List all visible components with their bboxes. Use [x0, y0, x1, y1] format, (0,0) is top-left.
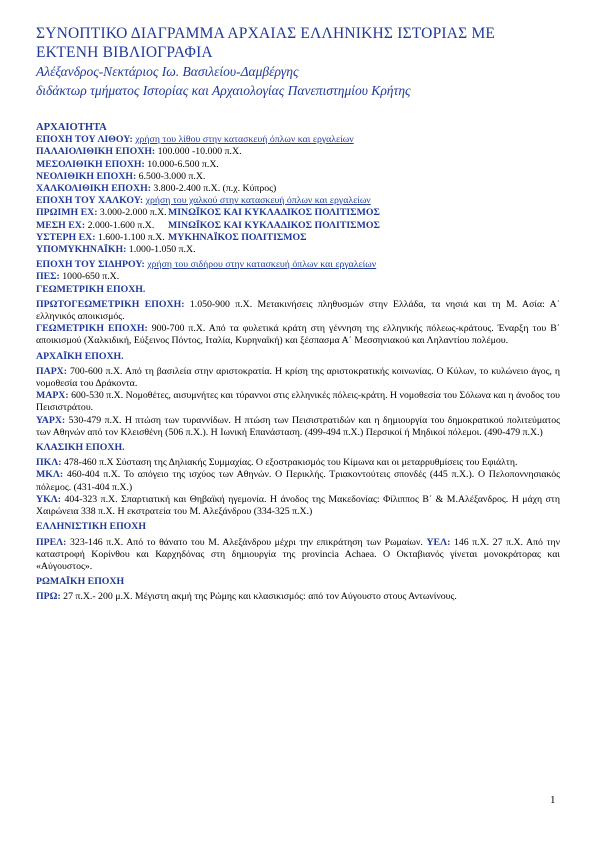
submycenaean-line: ΥΠΟΜΥΚΗΝΑΪΚΗ: 1.000-1.050 π.Χ.: [36, 244, 196, 256]
roman-paragraph: ΠΡΩ: 27 π.Χ.- 200 μ.Χ. Μέγιστη ακμή της Ρώμης και κλασικισμός: από τον Αύγουστο στους Αντωνίνους.: [36, 591, 457, 603]
author-block: [36, 62, 560, 100]
pkl-paragraph: ΠΚΛ: 478-460 π.Χ Σύσταση της Δηλιακής Συμμαχίας. Ο εξοστρακισμός του Κίμωνα και οι μεταρρυθμίσεις του Εφιάλτη.: [36, 457, 518, 469]
section-heading-antiquity: ΑΡΧΑΙΟΤΗΤΑ: [36, 122, 107, 133]
section-heading-hellenistic: ΕΛΛΗΝΙΣΤΙΚΗ ΕΠΟΧΗ: [36, 521, 146, 533]
late-bronze-line: ΥΣΤΕΡΗ ΕΧ: 1.600-1.100 π.Χ. ΜΥΚΗΝΑΪΚΟΣ ΠΟΛΙΤΙΣΜΟΣ: [36, 231, 307, 243]
chalcolithic-line: ΧΑΛΚΟΛΙΘΙΚΗ ΕΠΟΧΗ: 3.800-2.400 π.Χ. (π.χ. Κύπρος): [36, 183, 277, 195]
section-heading-classical: ΚΛΑΣΙΚΗ ΕΠΟΧΗ.: [36, 442, 125, 454]
mkl-paragraph: ΜΚΛ: 460-404 π.Χ. Το απόγειο της ισχύος των Αθηνών. Ο Περικλής. Τριακοντούτεις σπονδές (445 π.Χ.). Ο Πελοποννησιακός πόλεμος. (431-404 π.Χ.): [36, 469, 560, 493]
paleolithic-line: ΠΑΛΑΙΟΛΙΘΙΚΗ ΕΠΟΧΗ: 100.000 -10.000 π.Χ.: [36, 146, 242, 158]
hellenistic-paragraph: ΠΡΕΛ: 323-146 π.Χ. Από το θάνατο του Μ. Αλεξάνδρου μέχρι την επικράτηση των Ρωμαίων. ΥΕΛ: 146 π.Χ. 27 π.Χ. Από την καταστροφή Κορίνθου και Καρχηδόνας στη δημιουργία της provincia Achaea. Ο Οκταβιανός γίνεται μονοκράτορας και «Αύγουστος».: [36, 536, 561, 572]
protogeometric-paragraph: ΠΡΩΤΟΓΕΩΜΕΤΡΙΚΗ ΕΠΟΧΗ: 1.050-900 π.Χ. Μετακινήσεις πληθυσμών στην Ελλάδα, τα νησιά και τη Μ. Ασία: Α΄ ελληνικός αποικισμός.: [36, 298, 561, 323]
section-heading-archaic: ΑΡΧΑΪΚΗ ΕΠΟΧΗ.: [36, 350, 124, 362]
neolithic-line: ΝΕΟΛΙΘΙΚΗ ΕΠΟΧΗ: 6.500-3.000 π.Χ.: [36, 170, 206, 182]
geometric-paragraph: ΓΕΩΜΕΤΡΙΚΗ ΕΠΟΧΗ: 900-700 π.Χ. Από τα φυλετικά κράτη στη γέννηση της ελληνικής πόλεως-κράτους. Έναρξη του Β΄ αποικισμού (Χαλκιδική, Εύξεινος Πόντος, Ιταλία, Κυρηναϊκή) και ξέσπασμα Α΄ Μεσσηνιακού και Ληλαντίου πολέμου.: [36, 323, 560, 347]
author-name: Αλέξανδρος-Νεκτάριος Ιω. Βασιλείου-Δαμβέργης: [36, 64, 299, 79]
pes-line: ΠΕΣ: 1000-650 π.Χ.: [36, 271, 120, 283]
march-paragraph: ΜΑΡΧ: 600-530 π.Χ. Νομοθέτες, αισυμνήτες και τύραννοι στις ελληνικές πόλεις-κράτη. Η νομοθεσία του Σόλωνα και η άνοδος του Πεισιστράτου.: [36, 390, 560, 414]
stone-age-desc: χρήση του λίθου στην κατασκευή όπλων και εργαλείων: [135, 134, 354, 146]
iron-age-line: ΕΠΟΧΗ ΤΟΥ ΣΙΔΗΡΟΥ: χρήση του σιδήρου στην κατασκευή όπλων και εργαλείων: [36, 259, 377, 271]
document-body: [36, 118, 560, 604]
bronze-age-line: ΕΠΟΧΗ ΤΟΥ ΧΑΛΚΟΥ: χρήση του χαλκού στην κατασκευή όπλων και εργαλείων: [36, 195, 371, 207]
ykl-paragraph: ΥΚΛ: 404-323 π.Χ. Σπαρτιατική και Θηβαϊκή ηγεμονία. Η άνοδος της Μακεδονίας: Φίλιππος Β΄ & Μ.Αλέξανδρος. Η μάχη στη Χαιρώνεια 338 π.Χ. Η εκστρατεία του Μ. Αλεξάνδρου (334-325 π.Χ.): [36, 493, 560, 518]
document-title: ΣΥΝΟΠΤΙΚΟ ΔΙΑΓΡΑΜΜΑ ΑΡΧΑΙΑΣ ΕΛΛΗΝΙΚΗΣ ΙΣΤΟΡΙΑΣ ΜΕ ΕΚΤΕΝΗ ΒΙΒΛΙΟΓΡΑΦΙΑ: [36, 25, 496, 61]
yarch-paragraph: ΥΑΡΧ: 530-479 π.Χ. Η πτώση των τυραννίδων. Η πτώση των Πεισιστρατιδών και η δημιουργία του δημοκρατικού πολιτεύματος των Αθηνών από τον Κλεισθένη (506 π.Χ.). Η Ιωνική Επανάσταση. (499-494 π.Χ.) Περσικοί ή Μηδικοί πόλεμοι. (490-479 π.Χ.): [36, 414, 561, 438]
mesolithic-line: ΜΕΣΟΛΙΘΙΚΗ ΕΠΟΧΗ: 10.000-6.500 π.Χ.: [36, 158, 219, 170]
section-heading-geometric: ΓΕΩΜΕΤΡΙΚΗ ΕΠΟΧΗ.: [36, 283, 146, 295]
page-number: 1: [550, 794, 556, 806]
section-heading-roman: ΡΩΜΑΪΚΗ ΕΠΟΧΗ: [36, 576, 125, 588]
stone-age-label: ΕΠΟΧΗ ΤΟΥ ΛΙΘΟΥ:: [36, 134, 133, 146]
stone-age-line: [36, 134, 560, 146]
early-bronze-line: ΠΡΩΙΜΗ ΕΧ: 3.000-2.000 π.Χ.ΜΙΝΩΪΚΟΣ ΚΑΙ ΚΥΚΛΑΔΙΚΟΣ ΠΟΛΙΤΙΣΜΟΣ: [36, 207, 380, 219]
middle-bronze-line: ΜΕΣΗ ΕΧ: 2.000-1.600 π.Χ. ΜΙΝΩΪΚΟΣ ΚΑΙ ΚΥΚΛΑΔΙΚΟΣ ΠΟΛΙΤΙΣΜΟΣ: [36, 219, 380, 231]
parch-paragraph: ΠΑΡΧ: 700-600 π.Χ. Από τη βασιλεία στην αριστοκρατία. Η κρίση της αριστοκρατικής κοινωνίας. Ο Κύλων, το κυλώνειο άγος, η νομοθεσία του Δράκοντα.: [36, 365, 560, 390]
author-affiliation: διδάκτωρ τμήματος Ιστορίας και Αρχαιολογίας Πανεπιστημίου Κρήτης: [36, 83, 411, 98]
